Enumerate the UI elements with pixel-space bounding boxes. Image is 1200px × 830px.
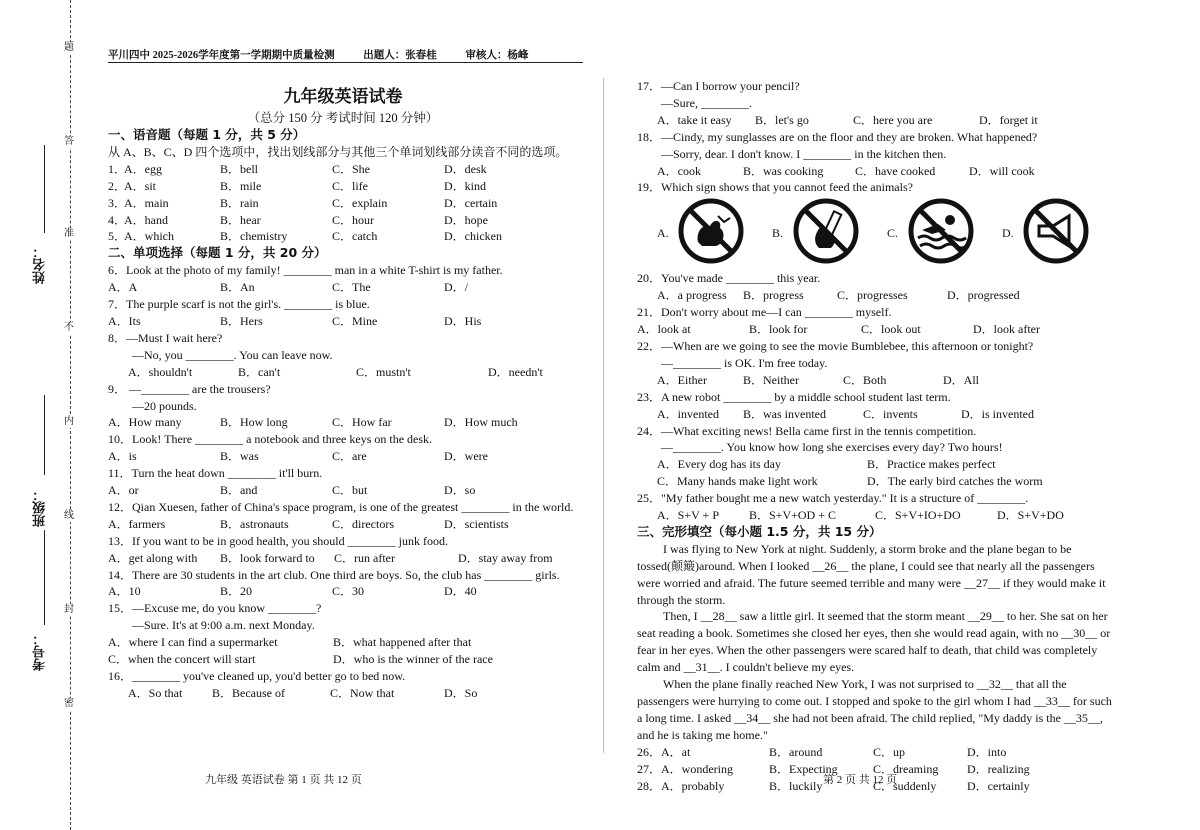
right-column	[637, 78, 1117, 794]
option[interactable]: D．stay away from	[458, 550, 553, 565]
question-options	[637, 507, 1117, 524]
option[interactable]: A．S+V + P	[657, 508, 719, 523]
question-options	[108, 448, 578, 465]
section-instructions: 从 A、B、C、D 四个选项中，找出划线部分与其他三个单词划线部分读音不同的选项。	[108, 144, 568, 159]
question-number: 2．	[108, 178, 127, 193]
option[interactable]: C．look out	[861, 322, 921, 337]
question-options	[637, 406, 1117, 423]
option[interactable]: 27．A．wondering	[637, 761, 733, 776]
sign-options	[637, 196, 1117, 270]
question-text: 12．Qian Xuesen, father of China's space program, is one of the greatest ________ in the world.	[108, 499, 574, 514]
option[interactable]: C．but	[332, 483, 368, 498]
option[interactable]: C．mustn't	[356, 364, 411, 379]
question-options	[637, 473, 1117, 490]
question-number: 1．	[108, 161, 127, 176]
option[interactable]: A．main	[124, 195, 169, 210]
no-fire-sign-icon[interactable]	[793, 198, 859, 269]
question-options	[108, 414, 578, 431]
option[interactable]: A．sit	[124, 178, 157, 193]
option[interactable]: C．life	[332, 178, 368, 193]
option[interactable]: B．Hers	[220, 313, 263, 328]
option[interactable]: C．suddenly	[873, 778, 937, 793]
author: 出题人：张春桂	[363, 50, 437, 61]
question-options	[108, 195, 578, 212]
option[interactable]: A．How many	[108, 415, 182, 430]
exam-number-label: 考号：	[32, 632, 47, 671]
option[interactable]: B．and	[220, 483, 258, 498]
option[interactable]: 28．A．probably	[637, 778, 725, 793]
option[interactable]: D．needn't	[488, 364, 543, 379]
option[interactable]: A．So that	[128, 685, 183, 700]
question-options	[637, 372, 1117, 389]
question-options	[108, 279, 578, 296]
question-number: 5．	[108, 229, 127, 244]
question-options	[108, 634, 578, 651]
option[interactable]: A．shouldn't	[128, 364, 193, 379]
option[interactable]: D．desk	[444, 161, 487, 176]
question-options	[108, 313, 578, 330]
question-options	[637, 287, 1117, 304]
question-number: 3．	[108, 195, 127, 210]
option[interactable]: B．look for	[749, 322, 808, 337]
option[interactable]: A．10	[108, 584, 141, 599]
option[interactable]: D．40	[444, 584, 477, 599]
question-options	[108, 161, 578, 178]
question-text: 24．—What exciting news! Bella came first in the tennis competition.	[637, 423, 977, 438]
option[interactable]: C．up	[873, 744, 906, 759]
reviewer: 审核人：杨峰	[465, 50, 529, 61]
question-text: 21．Don't worry about me—I can ________ myself.	[637, 305, 892, 320]
question-text: 16．________ you've cleaned up, you'd better go to bed now.	[108, 669, 406, 683]
binding-strip	[0, 0, 78, 830]
question-text: 14．There are 30 students in the art club. One third are boys. So, the club has ________ girls.	[108, 567, 560, 582]
question-options	[108, 550, 578, 567]
option[interactable]: B．can't	[238, 364, 281, 379]
option[interactable]: A．take it easy	[657, 112, 732, 127]
seal-char: 内	[64, 416, 74, 427]
option[interactable]: D．His	[444, 313, 482, 328]
option[interactable]: B．luckily	[769, 778, 823, 793]
question-options	[637, 163, 1117, 180]
no-feeding-animals-sign-icon[interactable]	[678, 198, 744, 269]
option[interactable]: C．dreaming	[873, 761, 939, 776]
question-text: —Sure, ________.	[661, 95, 752, 110]
option[interactable]: D．is invented	[961, 406, 1034, 421]
question-text: 25．"My father bought me a new watch yesterday." It is a structure of ________.	[637, 491, 1029, 506]
option[interactable]: C．She	[332, 161, 371, 176]
question-text: 22．—When are we going to see the movie Bumblebee, this afternoon or tonight?	[637, 338, 1034, 353]
section-title: 三、完形填空（每小题 1.5 分，共 15 分）	[637, 523, 882, 539]
option[interactable]: A．get along with	[108, 550, 198, 565]
question-text: 13．If you want to be in good health, you should ________ junk food.	[108, 533, 448, 548]
question-text: 10．Look! There ________ a notebook and three keys on the desk.	[108, 432, 433, 447]
no-horn-sign-icon[interactable]	[1023, 198, 1089, 269]
question-text: 17．—Can I borrow your pencil?	[637, 79, 800, 93]
page-footer-left: 九年级 英语试卷 第 1 页 共 12 页	[205, 774, 362, 786]
page-footer-right: 第 2 页 共 12 页	[823, 774, 898, 786]
option[interactable]: C．catch	[332, 229, 378, 244]
option[interactable]: D．who is the winner of the race	[333, 652, 493, 667]
class-label: 班级：	[32, 488, 47, 527]
option[interactable]: A．where I can find a supermarket	[108, 635, 278, 650]
option[interactable]: B．chemistry	[220, 229, 288, 244]
option[interactable]: D．into	[967, 744, 1007, 759]
seal-char: 密	[64, 698, 74, 709]
question-options	[637, 112, 1117, 129]
question-text: —Sorry, dear. I don't know. I ________ in the kitchen then.	[661, 146, 947, 161]
option[interactable]: D．scientists	[444, 516, 509, 531]
question-options	[108, 178, 578, 195]
seal-char: 封	[64, 604, 74, 615]
option[interactable]: D．hope	[444, 212, 488, 227]
option[interactable]: B．astronauts	[220, 516, 289, 531]
option[interactable]: C．How far	[332, 415, 392, 430]
option[interactable]: D．certainly	[967, 778, 1030, 793]
question-text: —No, you ________. You can leave now.	[132, 347, 333, 362]
section-title: 一、语音题（每题 1 分，共 5 分）	[108, 127, 306, 142]
option[interactable]: A．a progress	[657, 288, 727, 303]
option[interactable]: A．invented	[657, 406, 719, 421]
option[interactable]: A．Every dog has its day	[657, 457, 781, 472]
question-text: 18．—Cindy, my sunglasses are on the floor and they are broken. What happened?	[637, 129, 1038, 144]
option[interactable]: B．mile	[220, 178, 262, 193]
option[interactable]: B．Neither	[743, 372, 799, 387]
option[interactable]: B．Practice makes perfect	[867, 457, 996, 472]
question-options	[637, 456, 1117, 473]
seal-char: 答	[64, 136, 74, 147]
section-title: 二、单项选择（每题 1 分，共 20 分）	[108, 245, 327, 261]
option[interactable]: B．was invented	[743, 406, 826, 421]
cloze-paragraph: When the plane finally reached New York, I was not surprised to __32__ that all the passengers were hurrying to come out. I stopped and spoke to the girl whom I had __33__ for such a long time. I asked __34__ she had not been afraid. The child replied, "My daddy is the __35__, and he is taking me home."	[637, 677, 1112, 742]
option[interactable]: C．hour	[332, 212, 375, 227]
question-options	[108, 516, 578, 533]
option[interactable]: D．S+V+DO	[997, 508, 1064, 523]
option[interactable]: B．was cooking	[743, 163, 824, 178]
cloze-passage	[637, 541, 1117, 744]
option[interactable]: D．/	[444, 280, 469, 295]
option[interactable]: C．Mine	[332, 313, 378, 328]
question-options	[108, 583, 578, 600]
question-text: 6．Look at the photo of my family! ________ man in a white T-shirt is my father.	[108, 263, 503, 278]
option[interactable]: A．A	[108, 280, 138, 295]
seal-char: 准	[64, 228, 74, 239]
question-options	[108, 228, 578, 245]
option[interactable]: C．The	[332, 280, 371, 295]
option[interactable]: D．were	[444, 449, 488, 464]
option[interactable]: C．here you are	[853, 112, 933, 127]
option[interactable]: B．let's go	[755, 112, 809, 127]
option[interactable]: A．cook	[657, 163, 701, 178]
option[interactable]: C．30	[332, 584, 365, 599]
question-text: 9． —________ are the trousers?	[108, 381, 271, 396]
option[interactable]: C．run after	[334, 550, 395, 565]
header-rule	[108, 62, 583, 63]
option[interactable]: D．certain	[444, 195, 498, 210]
option[interactable]: B．hear	[220, 212, 261, 227]
left-column	[108, 84, 578, 702]
option[interactable]: C．Now that	[330, 685, 395, 700]
name-label: 姓名：	[32, 245, 47, 284]
question-text: 19．Which sign shows that you cannot feed the animals?	[637, 180, 913, 195]
option[interactable]: D．forget it	[979, 112, 1038, 127]
option[interactable]: C．S+V+IO+DO	[875, 508, 961, 523]
option[interactable]: C．Many hands make light work	[657, 474, 818, 489]
column-divider	[603, 78, 604, 753]
option[interactable]: D．will cook	[969, 163, 1035, 178]
option[interactable]: B．progress	[743, 288, 804, 303]
class-field-line[interactable]	[44, 395, 45, 475]
question-text: 15．—Excuse me, do you know ________?	[108, 601, 322, 616]
cloze-paragraph: Then, I __28__ saw a little girl. It seemed that the storm meant __29__ to her. She sat on her seat reading a book. Sometimes she closed her eyes, then she would read again, with no __30__ or fear in her eyes. When the other passengers were scared half to death, that child was completely calm and __31__. I couldn't believe my eyes.	[637, 609, 1111, 675]
question-text: 8．—Must I wait here?	[108, 330, 223, 345]
option[interactable]: B．look forward to	[220, 550, 315, 565]
option[interactable]: B．Expecting	[769, 761, 838, 776]
option[interactable]: A．Its	[108, 313, 141, 328]
option[interactable]: C．directors	[332, 516, 394, 531]
option[interactable]: A．hand	[124, 212, 168, 227]
option[interactable]: B．what happened after that	[333, 635, 472, 650]
question-options	[108, 651, 578, 668]
option[interactable]: C．progresses	[837, 288, 908, 303]
option[interactable]: C．explain	[332, 195, 388, 210]
no-swimming-sign-icon[interactable]	[908, 198, 974, 269]
exam-number-field-line[interactable]	[44, 530, 45, 625]
option[interactable]: A．is	[108, 449, 137, 464]
option[interactable]: C．when the concert will start	[108, 652, 256, 667]
question-text: 7．The purple scarf is not the girl's. ________ is blue.	[108, 297, 370, 312]
option[interactable]: D．so	[444, 483, 476, 498]
option[interactable]: B．was	[220, 449, 259, 464]
question-text: —________. You know how long she exercises every day? Two hours!	[661, 440, 1003, 455]
seal-char: 题	[64, 42, 74, 53]
option[interactable]: C．are	[332, 449, 367, 464]
option-label[interactable]: B.	[772, 225, 784, 240]
option[interactable]: D．So	[444, 685, 478, 700]
question-text: 11．Turn the heat down ________ it'll burn.	[108, 466, 323, 481]
name-field-line[interactable]	[44, 145, 45, 233]
option[interactable]: A．farmers	[108, 516, 166, 531]
question-options	[108, 685, 578, 702]
option[interactable]: B．An	[220, 280, 255, 295]
question-options	[108, 212, 578, 229]
option[interactable]: 26．A．at	[637, 744, 691, 759]
option[interactable]: A．look at	[637, 322, 691, 337]
option[interactable]: C．Both	[843, 372, 887, 387]
option[interactable]: C．have cooked	[855, 163, 936, 178]
page-title: 九年级英语试卷	[283, 87, 403, 107]
option[interactable]: D．progressed	[947, 288, 1020, 303]
question-text: 20．You've made ________ this year.	[637, 271, 821, 286]
option-label[interactable]: C.	[887, 225, 899, 240]
option[interactable]: B．20	[220, 584, 253, 599]
question-text: —________ is OK. I'm free today.	[661, 355, 828, 370]
question-text: —20 pounds.	[132, 398, 197, 413]
option[interactable]: D．look after	[973, 322, 1040, 337]
option[interactable]: D．All	[943, 372, 980, 387]
option[interactable]: B．How long	[220, 415, 288, 430]
option[interactable]: A．Either	[657, 372, 707, 387]
exam-subtitle: （总分 150 分 考试时间 120 分钟）	[247, 111, 439, 125]
cloze-paragraph: I was flying to New York at night. Suddenly, a storm broke and the plane began to be tossed(颠簸)around. When I looked __26__ the plane, I could see that nearly all the passengers were worried and afraid. The future seemed terrible and many were __27__ if they would make it through the storm.	[637, 541, 1106, 607]
question-number: 4．	[108, 212, 127, 227]
option[interactable]: B．bell	[220, 161, 258, 176]
option[interactable]: D．How much	[444, 415, 518, 430]
option[interactable]: D．realizing	[967, 761, 1030, 776]
seal-char: 不	[64, 322, 74, 333]
question-options	[108, 482, 578, 499]
seal-char: 线	[64, 510, 74, 521]
option[interactable]: D．chicken	[444, 229, 502, 244]
option[interactable]: D．kind	[444, 178, 487, 193]
exam-header	[108, 47, 583, 62]
option[interactable]: C．invents	[863, 406, 918, 421]
option[interactable]: B．Because of	[212, 685, 285, 700]
option[interactable]: A．or	[108, 483, 139, 498]
option[interactable]: A．which	[124, 229, 174, 244]
option-label[interactable]: A.	[657, 225, 669, 240]
option[interactable]: A．egg	[124, 161, 162, 176]
option[interactable]: D．The early bird catches the worm	[867, 474, 1043, 489]
option[interactable]: B．rain	[220, 195, 259, 210]
school-name: 平川四中 2025-2026学年度第一学期期中质量检测	[108, 50, 335, 61]
question-text: 23．A new robot ________ by a middle school student last term.	[637, 389, 951, 404]
option[interactable]: B．around	[769, 744, 823, 759]
option-label[interactable]: D.	[1002, 225, 1014, 240]
question-options	[637, 744, 1117, 761]
question-text: —Sure. It's at 9:00 a.m. next Monday.	[132, 618, 315, 633]
question-options	[637, 321, 1117, 338]
question-options	[108, 364, 578, 381]
option[interactable]: B．S+V+OD + C	[749, 508, 836, 523]
